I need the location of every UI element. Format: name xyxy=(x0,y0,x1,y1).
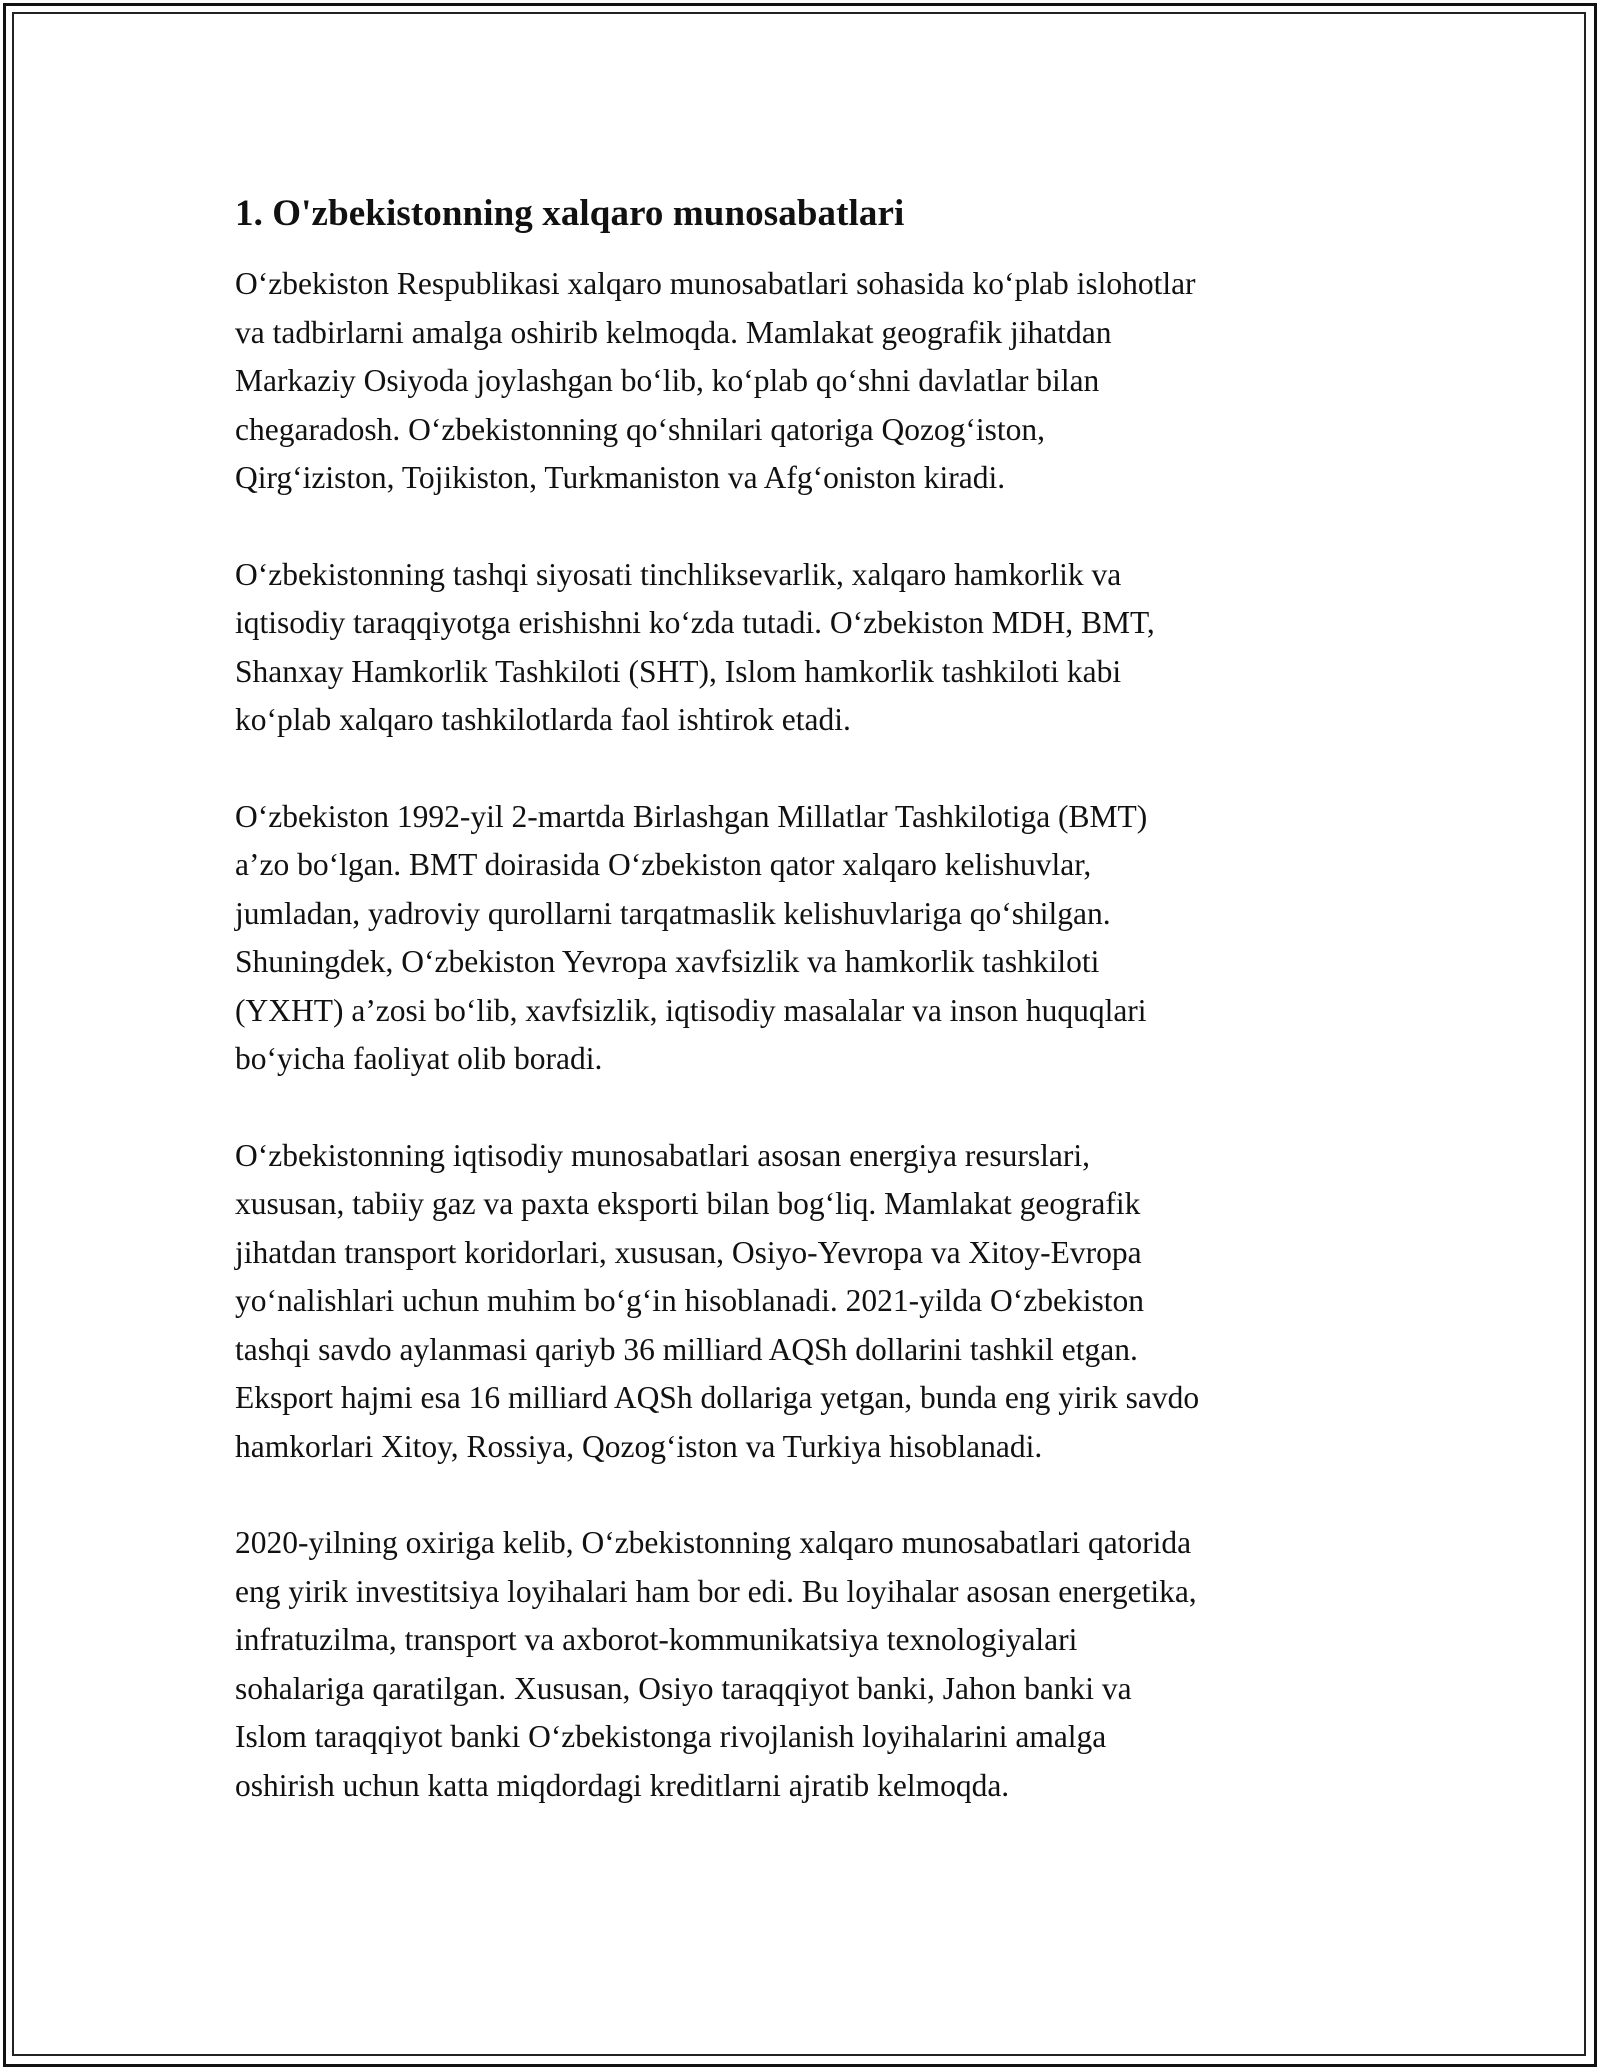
page-title: 1. O'zbekistonning xalqaro munosabatlari xyxy=(235,193,905,234)
document-body xyxy=(235,188,1365,1858)
paragraph-3: O‘zbekiston 1992-yil 2-martda Birlashgan Millatlar Tashkilotiga (BMT) a’zo bo‘lgan. BMT doirasida O‘zbekiston qator xalqaro kelishuvlar, jumladan, yadroviy qurollarni tarqatmaslik kelishuvlariga qo‘shilgan. Shuningdek, O‘zbekiston Yevropa xavfsizlik va hamkorlik tashkiloti (YXHT) a’zosi bo‘lib, xavfsizlik, iqtisodiy masalalar va inson huquqlari bo‘yicha faoliyat olib boradi. xyxy=(235,798,1148,1076)
paragraph-5: 2020-yilning oxiriga kelib, O‘zbekistonning xalqaro munosabatlari qatorida eng yirik investitsiya loyihalari ham bor edi. Bu loyihalar asosan energetika, infratuzilma, transport va axborot-kommunikatsiya texnologiyalari sohalariga qaratilgan. Xususan, Osiyo taraqqiyot banki, Jahon banki va Islom taraqqiyot banki O‘zbekistonga rivojlanish loyihalarini amalga oshirish uchun katta miqdordagi kreditlarni ajratib kelmoqda. xyxy=(235,1525,1197,1803)
paragraph-4: O‘zbekistonning iqtisodiy munosabatlari asosan energiya resurslari, xususan, tabiiy gaz va paxta eksporti bilan bog‘liq. Mamlakat geografik jihatdan transport koridorlari, xususan, Osiyo-Yevropa va Xitoy-Evropa yo‘nalishlari uchun muhim bo‘g‘in hisoblanadi. 2021-yilda O‘zbekiston tashqi savdo aylanmasi qariyb 36 milliard AQSh dollarini tashkil etgan. Eksport hajmi esa 16 milliard AQSh dollariga yetgan, bunda eng yirik savdo hamkorlari Xitoy, Rossiya, Qozog‘iston va Turkiya hisoblanadi. xyxy=(235,1137,1200,1464)
paragraph-1: O‘zbekiston Respublikasi xalqaro munosabatlari sohasida ko‘plab islohotlar va tadbirlarni amalga oshirib kelmoqda. Mamlakat geografik jihatdan Markaziy Osiyoda joylashgan bo‘lib, ko‘plab qo‘shni davlatlar bilan chegaradosh. O‘zbekistonning qo‘shnilari qatoriga Qozog‘iston, Qirg‘iziston, Tojikiston, Turkmaniston va Afg‘oniston kiradi. xyxy=(235,266,1196,495)
paragraph-2: O‘zbekistonning tashqi siyosati tinchliksevarlik, xalqaro hamkorlik va iqtisodiy taraqqiyotga erishishni ko‘zda tutadi. O‘zbekiston MDH, BMT, Shanxay Hamkorlik Tashkiloti (SHT), Islom hamkorlik tashkiloti kabi ko‘plab xalqaro tashkilotlarda faol ishtirok etadi. xyxy=(235,556,1155,737)
